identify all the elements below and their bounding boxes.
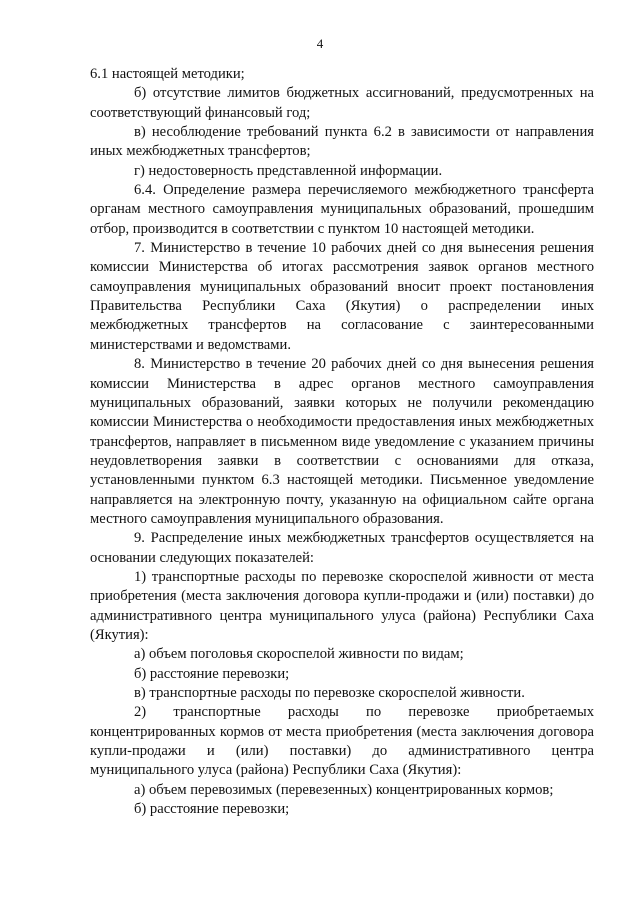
paragraph-continuation: 6.1 настоящей методики;: [90, 66, 245, 82]
paragraph-9: 9. Распределение иных межбюджетных трансфертов осуществляется на основании следующих показателей:: [90, 530, 594, 566]
paragraph-9-2-b: б) расстояние перевозки;: [134, 801, 290, 818]
paragraph-item-v: в) несоблюдение требований пункта 6.2 в зависимости от направления иных межбюджетных трансфертов;: [90, 124, 594, 160]
page-number: 4: [316, 36, 324, 51]
paragraph-9-1: 1) транспортные расходы по перевозке скороспелой живности от места приобретения (места заключения договора купли-продажи и (или) поставки) до административного центра муниципального улуса (района) Республики Саха (Якутия):: [90, 568, 594, 643]
paragraph-8: 8. Министерство в течение 20 рабочих дней со дня вынесения решения комиссии Министерства в адрес органов местного самоуправления муниципальных образований, заявки которых не получили рекомендацию комиссии Министерства о необходимости предоставления иных межбюджетных трансфертов, направляет в письменном виде уведомление с указанием причины неудовлетворения заявки в соответствии с основаниями для отказа, установленными пунктом 6.3 настоящей методики. Письменное уведомление направляется на электронную почту, указанную на официальном сайте органа местного самоуправления муниципального образования.: [90, 356, 594, 527]
paragraph-9-1-b: б) расстояние перевозки;: [134, 665, 290, 682]
paragraph-9-2-a: а) объем перевозимых (перевезенных) концентрированных кормов;: [134, 781, 554, 798]
paragraph-9-1-v: в) транспортные расходы по перевозке скороспелой живности.: [134, 685, 525, 701]
paragraph-6-4: 6.4. Определение размера перечисляемого межбюджетного трансферта органам местного самоуправления муниципальных образований, прошедшим отбор, производится в соответствии с пунктом 10 настоящей методики.: [90, 182, 594, 237]
paragraph-9-2: 2) транспортные расходы по перевозке приобретаемых концентрированных кормов от места приобретения (места заключения договора купли-продажи и (или) поставки) до административного центра муниципального улуса (района) Республики Саха (Якутия):: [90, 704, 594, 779]
paragraph-item-b: б) отсутствие лимитов бюджетных ассигнований, предусмотренных на соответствующий финансовый год;: [90, 85, 594, 121]
document-body: [90, 65, 594, 819]
paragraph-item-g: г) недостоверность представленной информации.: [134, 162, 443, 179]
paragraph-7: 7. Министерство в течение 10 рабочих дней со дня вынесения решения комиссии Министерства об итогах рассмотрения заявок органов местного самоуправления муниципальных образований вносит проект постановления Правительства Республики Саха (Якутия) о распределении иных межбюджетных трансфертов на согласование с заинтересованными министерствами и ведомствами.: [90, 240, 594, 353]
paragraph-9-1-a: а) объем поголовья скороспелой живности по видам;: [134, 646, 464, 663]
